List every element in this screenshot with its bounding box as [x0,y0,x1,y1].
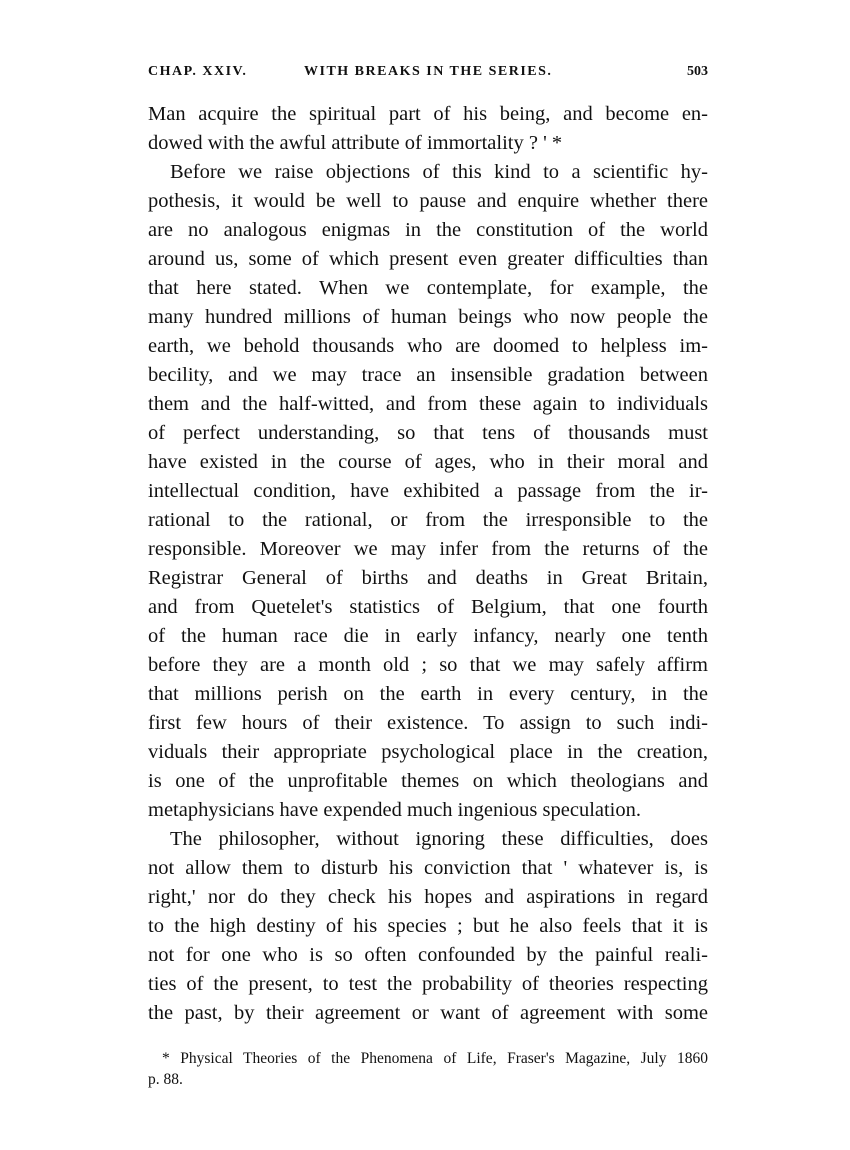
footnote-line: * Physical Theories of the Phenomena of Life, Fraser's Magazine, July 1860 [162,1050,708,1067]
text-line: Before we raise objections of this kind to a scientific hy- [170,161,708,183]
text-line: first few hours of their existence. To assign to such indi- [148,712,708,734]
text-line: earth, we behold thousands who are doomed to helpless im- [148,335,708,357]
text-line: becility, and we may trace an insensible gradation between [148,364,708,386]
text-line: them and the half-witted, and from these again to individuals [148,393,708,415]
text-line: Man acquire the spiritual part of his being, and become en- [148,103,708,125]
text-line: not allow them to disturb his conviction that ' whatever is, is [148,857,708,879]
body-text [148,100,708,1028]
text-line: around us, some of which present even greater difficulties than [148,248,708,270]
text-line: the past, by their agreement or want of agreement with some [148,1002,708,1024]
text-line: many hundred millions of human beings who now people the [148,306,708,328]
footnote [148,1048,708,1090]
text-line: viduals their appropriate psychological place in the creation, [148,741,708,763]
text-line: metaphysicians have expended much ingenious speculation. [148,799,642,821]
text-line: that millions perish on the earth in every century, in the [148,683,708,705]
text-line: that here stated. When we contemplate, for example, the [148,277,708,299]
text-line: ties of the present, to test the probability of theories respecting [148,973,708,995]
text-line: before they are a month old ; so that we may safely affirm [148,654,708,676]
text-line: and from Quetelet's statistics of Belgium, that one fourth [148,596,708,618]
text-line: dowed with the awful attribute of immortality ? ' * [148,132,563,154]
chapter-label: CHAP. XXIV. [148,64,248,79]
text-line: have existed in the course of ages, who in their moral and [148,451,708,473]
text-line: intellectual condition, have exhibited a passage from the ir- [148,480,708,502]
running-head [148,64,708,86]
text-line: is one of the unprofitable themes on which theologians and [148,770,708,792]
running-title: WITH BREAKS IN THE SERIES. [304,64,553,79]
text-line: not for one who is so often confounded by the painful reali- [148,944,708,966]
text-line: of the human race die in early infancy, nearly one tenth [148,625,708,647]
text-line: responsible. Moreover we may infer from the returns of the [148,538,708,560]
footnote-line: p. 88. [148,1071,183,1088]
text-line: right,' nor do they check his hopes and aspirations in regard [148,886,708,908]
text-line: are no analogous enigmas in the constitution of the world [148,219,708,241]
text-line: of perfect understanding, so that tens of thousands must [148,422,708,444]
text-line: to the high destiny of his species ; but he also feels that it is [148,915,708,937]
text-line: Registrar General of births and deaths in Great Britain, [148,567,708,589]
page-number: 503 [687,64,708,79]
text-line: The philosopher, without ignoring these difficulties, does [170,828,708,850]
text-line: rational to the rational, or from the irresponsible to the [148,509,708,531]
text-line: pothesis, it would be well to pause and enquire whether there [148,190,708,212]
